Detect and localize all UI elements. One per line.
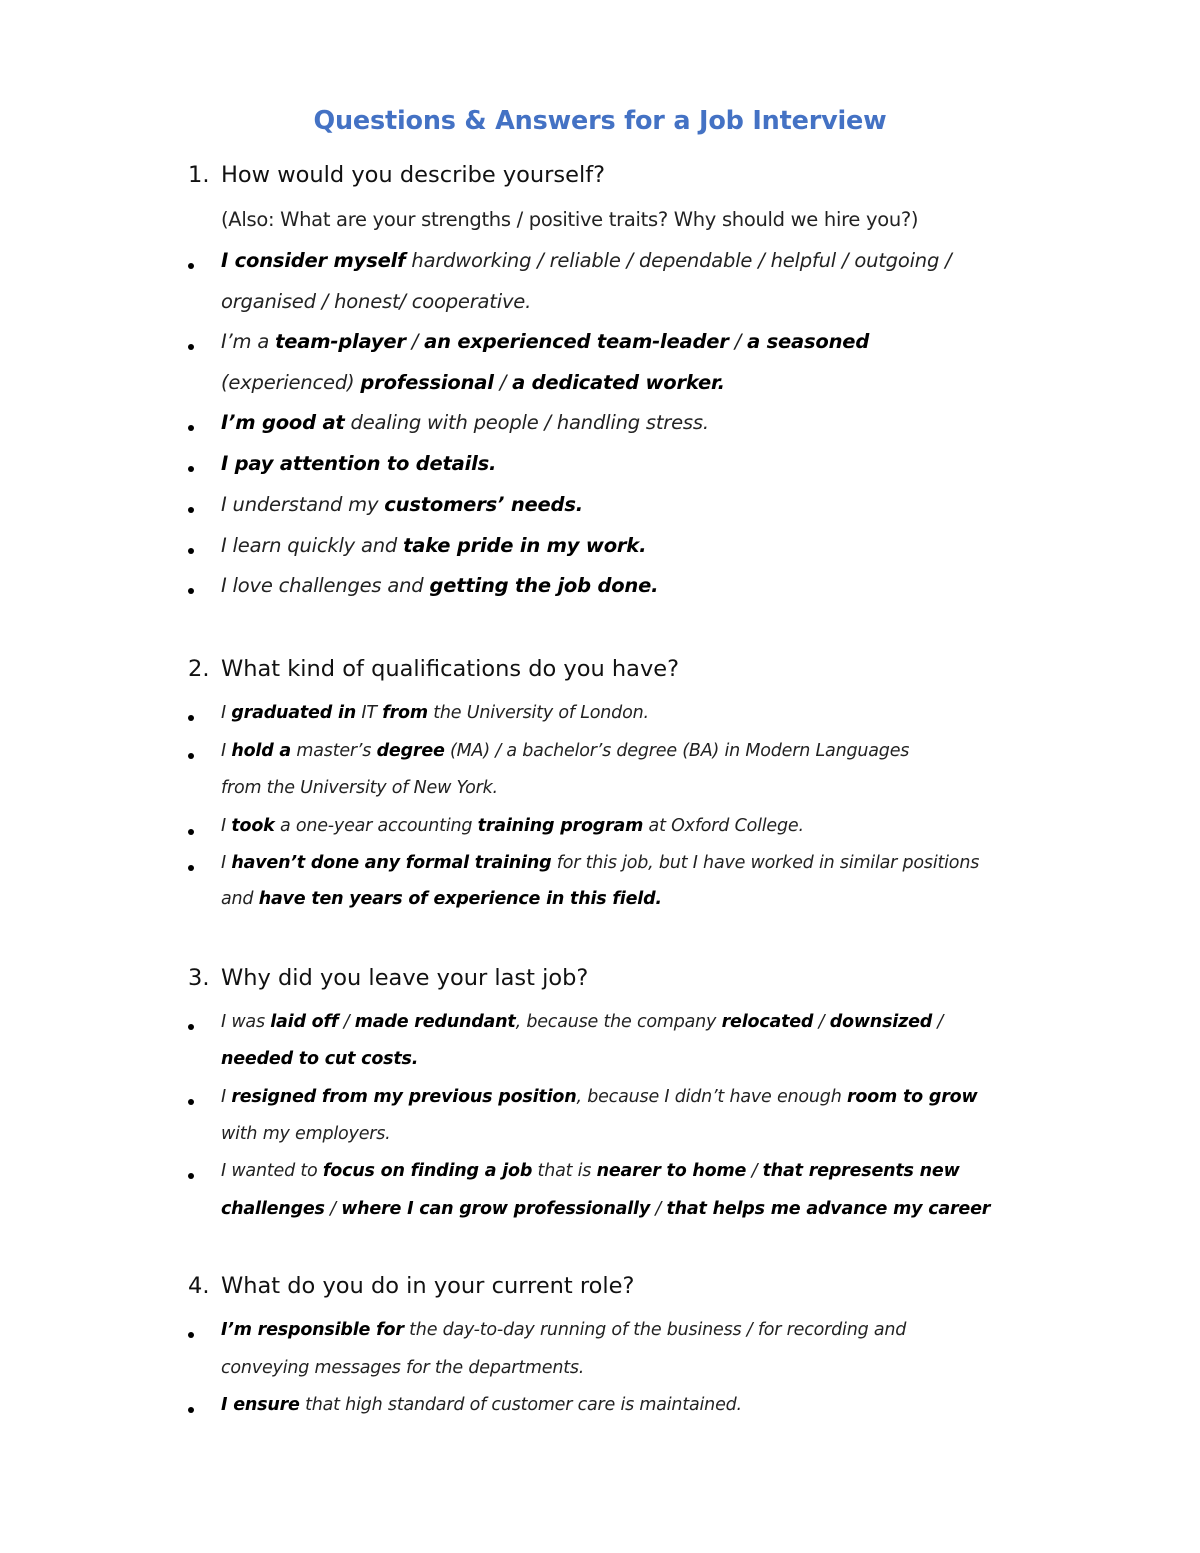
answer-line <box>221 853 979 873</box>
bullet-icon <box>188 1173 194 1179</box>
answer-line <box>221 452 496 475</box>
bold-phrase: take pride in my work. <box>403 534 647 557</box>
bold-phrase: room to grow <box>846 1087 978 1107</box>
text-run: that high standard of customer care is maintained. <box>299 1395 742 1415</box>
bold-phrase: team-player <box>275 330 406 353</box>
text-run: at Oxford College. <box>643 816 804 836</box>
text-run: I was <box>221 1012 271 1032</box>
text-run: I love challenges and <box>221 574 430 597</box>
text-run: conveying messages for the departments. <box>221 1358 585 1378</box>
bold-phrase: from <box>382 703 428 723</box>
bullet-icon <box>188 548 194 554</box>
text-run: I’m a <box>221 330 276 353</box>
text-run: I understand my <box>221 493 385 516</box>
text-run: organised / honest/ cooperative. <box>221 290 532 313</box>
bullet-icon <box>188 507 194 513</box>
bullet-icon <box>188 1332 194 1338</box>
bold-phrase: downsized <box>829 1012 933 1032</box>
answer-line <box>221 493 583 516</box>
bold-phrase: getting the job done. <box>429 574 659 597</box>
bold-phrase: degree <box>376 741 445 761</box>
answer-line <box>221 534 646 557</box>
bold-phrase: made redundant <box>354 1012 516 1032</box>
text-run: from the University of New York. <box>221 778 498 798</box>
question-3: 3. Why did you leave your last job? <box>188 965 589 991</box>
bold-phrase: took <box>231 816 275 836</box>
bold-phrase: have ten years of experience in this field. <box>258 889 662 909</box>
answer-line <box>221 574 658 597</box>
bold-phrase: I’m responsible for <box>221 1320 404 1340</box>
bold-phrase: relocated <box>721 1012 814 1032</box>
question-1: 1. How would you describe yourself? <box>188 162 606 188</box>
answer-line <box>221 1199 990 1219</box>
text-run: , because the company <box>515 1012 722 1032</box>
text-run: I <box>221 703 232 723</box>
text-run: / <box>813 1012 830 1032</box>
bold-phrase: haven’t done any formal training <box>231 853 552 873</box>
bullet-icon <box>188 344 194 350</box>
text-run: and <box>221 889 259 909</box>
answer-line <box>221 741 909 761</box>
text-run: I wanted to <box>221 1161 323 1181</box>
bullet-icon <box>188 588 194 594</box>
text-run: (experienced) <box>221 371 361 394</box>
answer-line <box>221 371 725 394</box>
bold-phrase: I consider myself <box>221 249 406 272</box>
bullet-icon <box>188 263 194 269</box>
text-run: / <box>338 1012 355 1032</box>
bold-phrase: professional <box>360 371 494 394</box>
text-run: master’s <box>291 741 377 761</box>
answer-line <box>221 1320 906 1340</box>
bold-phrase: that helps me advance my career <box>666 1199 991 1219</box>
bold-phrase: I pay attention to details. <box>221 452 497 475</box>
answer-line <box>221 1012 943 1032</box>
bold-phrase: needed to cut costs. <box>221 1049 419 1069</box>
bullet-icon <box>188 829 194 835</box>
text-run: the University of London. <box>427 703 649 723</box>
text-run: that is <box>532 1161 597 1181</box>
text-run: IT <box>356 703 383 723</box>
bullet-icon <box>188 865 194 871</box>
bullet-icon <box>188 715 194 721</box>
bold-phrase: laid off <box>270 1012 339 1032</box>
bullet-icon <box>188 466 194 472</box>
bold-phrase: an experienced team-leader <box>424 330 729 353</box>
bold-phrase: resigned from my previous position <box>231 1087 577 1107</box>
bullet-icon <box>188 425 194 431</box>
bold-phrase: that represents new <box>762 1161 960 1181</box>
text-run: for this job, but I have worked in similar positions <box>551 853 980 873</box>
bold-phrase: challenges <box>221 1199 325 1219</box>
text-run: I <box>221 853 232 873</box>
text-run: dealing with people / handling stress. <box>344 411 709 434</box>
question-1-note: (Also: What are your strengths / positive traits? Why should we hire you?) <box>221 208 919 231</box>
text-run: the day-to-day running of the business / for recording and <box>403 1320 907 1340</box>
text-run: / <box>324 1199 342 1219</box>
text-run: a one-year accounting <box>274 816 478 836</box>
bullet-icon <box>188 1099 194 1105</box>
bold-phrase: focus on finding a job <box>322 1161 533 1181</box>
text-run: I <box>221 816 232 836</box>
bold-phrase: nearer to home <box>596 1161 747 1181</box>
text-run: hardworking / reliable / dependable / helpful / outgoing / <box>405 249 952 272</box>
answer-line <box>221 290 531 313</box>
answer-line <box>221 1087 977 1107</box>
answer-line <box>221 1124 391 1144</box>
answer-line <box>221 816 804 836</box>
text-run: I learn quickly and <box>221 534 404 557</box>
text-run: (MA) / a bachelor’s degree (BA) in Modern Languages <box>444 741 910 761</box>
bullet-icon <box>188 1407 194 1413</box>
text-run: / <box>932 1012 944 1032</box>
answer-line <box>221 1049 418 1069</box>
text-run: I <box>221 741 232 761</box>
question-4: 4. What do you do in your current role? <box>188 1273 635 1299</box>
bold-phrase: where I can grow professionally <box>341 1199 651 1219</box>
bullet-icon <box>188 753 194 759</box>
answer-line <box>221 249 952 272</box>
answer-line <box>221 1358 584 1378</box>
answer-line <box>221 1161 960 1181</box>
text-run: / <box>728 330 748 353</box>
bold-phrase: training program <box>477 816 644 836</box>
bold-phrase: I’m good at <box>221 411 345 434</box>
answer-line <box>221 411 709 434</box>
text-run: with my employers. <box>221 1124 391 1144</box>
bold-phrase: a seasoned <box>747 330 870 353</box>
document-title: Questions & Answers for a Job Interview <box>313 106 887 136</box>
answer-line <box>221 1395 742 1415</box>
bold-phrase: a dedicated worker. <box>512 371 725 394</box>
answer-line <box>221 330 869 353</box>
answer-line <box>221 778 498 798</box>
bullet-icon <box>188 1024 194 1030</box>
bold-phrase: I ensure <box>221 1395 300 1415</box>
text-run: , because I didn’t have enough <box>576 1087 847 1107</box>
answer-line <box>221 889 662 909</box>
bold-phrase: customers’ needs. <box>384 493 583 516</box>
answer-line <box>221 703 649 723</box>
text-run: / <box>746 1161 763 1181</box>
bold-phrase: hold a <box>231 741 292 761</box>
text-run: I <box>221 1087 232 1107</box>
text-run: / <box>493 371 513 394</box>
text-run: / <box>650 1199 667 1219</box>
bold-phrase: graduated in <box>231 703 356 723</box>
question-2: 2. What kind of qualifications do you have? <box>188 656 680 682</box>
text-run: / <box>405 330 425 353</box>
